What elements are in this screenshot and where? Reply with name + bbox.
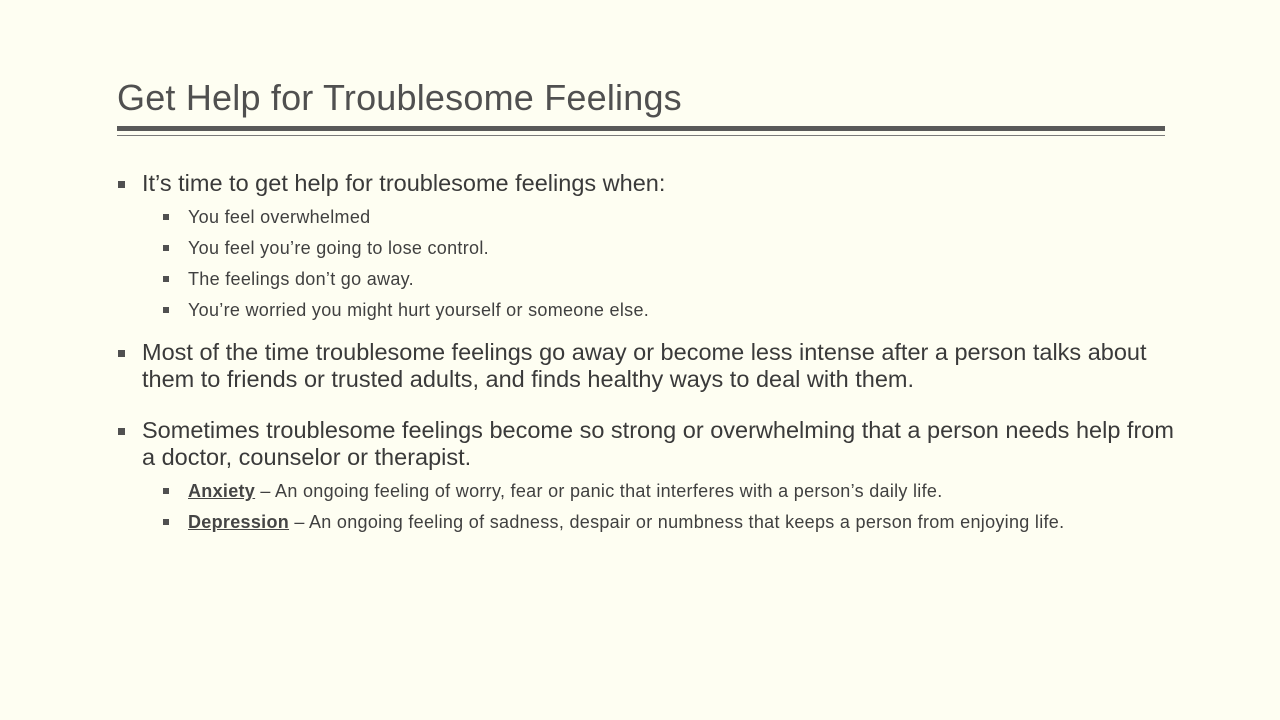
definition-term: Anxiety xyxy=(188,481,256,501)
sub-bullet-text: You feel you’re going to lose control. xyxy=(188,238,489,258)
bullet-text: Sometimes troublesome feelings become so strong or overwhelming that a person needs help from a doctor, counselor or therapist. xyxy=(142,417,1174,470)
square-bullet-icon xyxy=(163,488,169,494)
definition-item xyxy=(163,480,1177,502)
sub-bullet-text: You feel overwhelmed xyxy=(188,207,371,227)
title-underline-thin xyxy=(117,135,1165,136)
square-bullet-icon xyxy=(118,428,125,435)
bullet-item xyxy=(117,339,1177,393)
square-bullet-icon xyxy=(163,245,169,251)
square-bullet-icon xyxy=(163,307,169,313)
bullet-text: Most of the time troublesome feelings go away or become less intense after a person talks about them to friends or trusted adults, and finds healthy ways to deal with them. xyxy=(142,339,1147,392)
bullet-item xyxy=(117,417,1177,471)
definition-item xyxy=(163,511,1177,533)
sub-bullet-text: You’re worried you might hurt yourself or someone else. xyxy=(188,300,650,320)
definition-text: – An ongoing feeling of worry, fear or panic that interferes with a person’s daily life. xyxy=(255,481,943,501)
bullet-item xyxy=(117,170,1177,197)
square-bullet-icon xyxy=(163,276,169,282)
sub-bullet-item xyxy=(163,206,1177,228)
square-bullet-icon xyxy=(163,519,169,525)
sub-bullet-text: The feelings don’t go away. xyxy=(188,269,414,289)
slide-title: Get Help for Troublesome Feelings xyxy=(117,77,682,118)
sub-bullet-item xyxy=(163,299,1177,321)
slide-body xyxy=(117,170,1177,533)
square-bullet-icon xyxy=(118,181,125,188)
title-underline-thick xyxy=(117,126,1165,131)
definition-text: – An ongoing feeling of sadness, despair or numbness that keeps a person from enjoying life. xyxy=(289,512,1065,532)
definition-term: Depression xyxy=(188,512,290,532)
sub-bullet-item xyxy=(163,268,1177,290)
bullet-text: It’s time to get help for troublesome feelings when: xyxy=(142,170,666,196)
sub-bullet-item xyxy=(163,237,1177,259)
square-bullet-icon xyxy=(163,214,169,220)
square-bullet-icon xyxy=(118,350,125,357)
